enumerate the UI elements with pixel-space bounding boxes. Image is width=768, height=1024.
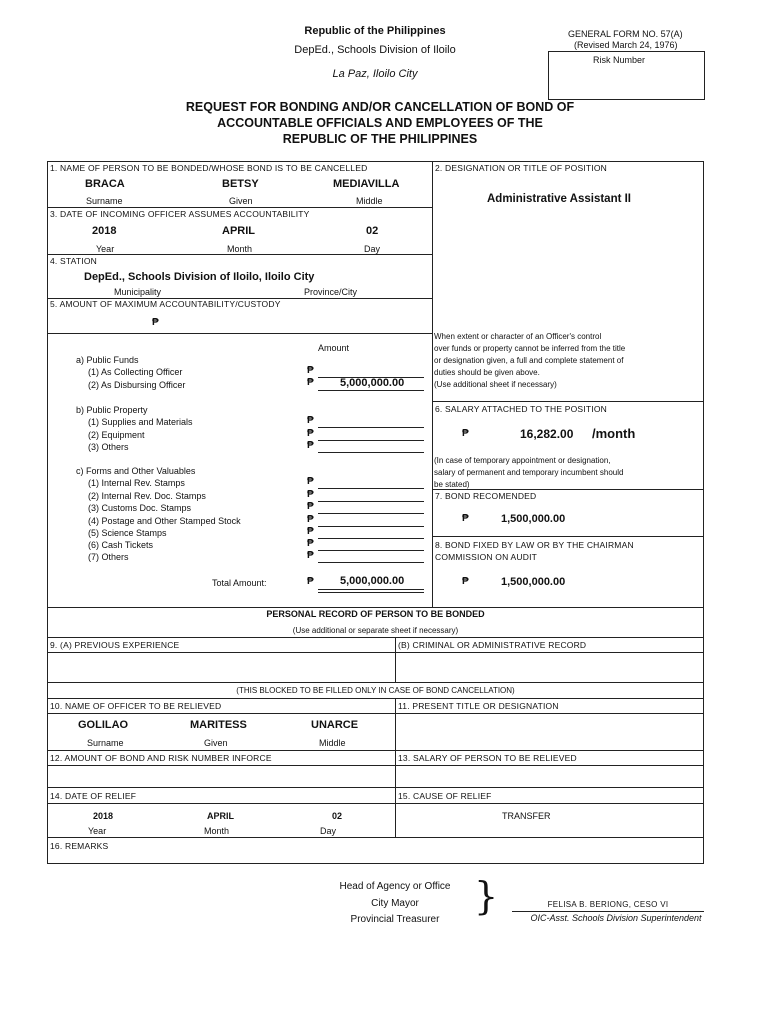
- divider-upper: [432, 161, 433, 607]
- relieved-middle-caption: Middle: [319, 738, 346, 748]
- peso-science: ₱: [307, 526, 314, 537]
- relieved-given-caption: Given: [204, 738, 228, 748]
- title-line-1: REQUEST FOR BONDING AND/OR CANCELLATION OF BOND OF: [185, 100, 575, 114]
- form-number: GENERAL FORM NO. 57(A): [568, 29, 683, 39]
- salary-note: (In case of temporary appointment or designation, salary of permanent and temporary incumbent should be stated): [434, 456, 624, 489]
- cash-amount-field[interactable]: [318, 550, 424, 551]
- section10-label: 10. NAME OF OFFICER TO BE RELIEVED: [50, 701, 222, 711]
- section14-label: 14. DATE OF RELIEF: [50, 791, 137, 801]
- relieved-surname[interactable]: GOLILAO: [78, 719, 129, 731]
- equipment-amount-field[interactable]: [318, 440, 424, 441]
- present-title-field[interactable]: [396, 714, 703, 749]
- relieved-salary-field[interactable]: [396, 766, 703, 786]
- section8-label-1: 8. BOND FIXED BY LAW OR BY THE CHAIRMAN: [435, 540, 634, 550]
- relief-day[interactable]: 02: [332, 811, 343, 821]
- section2-label: 2. DESIGNATION OR TITLE OF POSITION: [435, 163, 607, 173]
- peso-salary: ₱: [462, 428, 469, 439]
- salary-amount[interactable]: 16,282.00: [520, 427, 574, 441]
- section4-label: 4. STATION: [50, 256, 98, 266]
- section13-label: 13. SALARY OF PERSON TO BE RELIEVED: [398, 753, 577, 763]
- relieved-surname-caption: Surname: [87, 738, 124, 748]
- peso-disbursing: ₱: [307, 377, 314, 388]
- title-line-2: ACCOUNTABLE OFFICIALS AND EMPLOYEES OF THE: [217, 116, 543, 130]
- peso-postage: ₱: [307, 514, 314, 525]
- surname-caption: Surname: [86, 196, 123, 206]
- equipment-label: (2) Equipment: [88, 430, 145, 440]
- month-caption: Month: [227, 244, 253, 254]
- revised-date: (Revised March 24, 1976): [574, 40, 678, 50]
- section3-label: 3. DATE OF INCOMING OFFICER ASSUMES ACCOUNTABILITY: [50, 209, 310, 219]
- supplies-amount-field[interactable]: [318, 427, 424, 428]
- section12-label: 12. AMOUNT OF BOND AND RISK NUMBER INFORCE: [50, 753, 272, 763]
- municipality-caption: Municipality: [114, 287, 162, 297]
- form-title: [120, 99, 640, 147]
- bond-risk-field[interactable]: [48, 766, 394, 786]
- section11-label: 11. PRESENT TITLE OR DESIGNATION: [398, 701, 559, 711]
- public-property-label: b) Public Property: [76, 405, 148, 415]
- salary-period: /month: [592, 426, 636, 441]
- provincial-treasurer-label: Provincial Treasurer: [350, 914, 440, 925]
- station-value[interactable]: DepEd., Schools Division of Iloilo, Iloilo City: [84, 271, 315, 283]
- peso-bond-recommended: ₱: [462, 513, 469, 524]
- previous-experience-field[interactable]: [48, 653, 394, 681]
- cash-tickets-label: (6) Cash Tickets: [88, 540, 154, 550]
- science-label: (5) Science Stamps: [88, 528, 167, 538]
- middle-caption: Middle: [356, 196, 383, 206]
- position-title[interactable]: Administrative Assistant II: [487, 193, 632, 205]
- bonded-given[interactable]: BETSY: [222, 178, 259, 190]
- brace-symbol: }: [474, 874, 499, 918]
- peso-others-b: ₱: [307, 440, 314, 451]
- others-b-label: (3) Others: [88, 442, 129, 452]
- total-amount-label: Total Amount:: [212, 578, 267, 588]
- province-caption: Province/City: [304, 287, 358, 297]
- postage-amount-field[interactable]: [318, 526, 424, 527]
- deped-heading: DepEd., Schools Division of Iloilo: [294, 44, 456, 56]
- head-of-agency-label: Head of Agency or Office: [339, 881, 451, 892]
- section6-label: 6. SALARY ATTACHED TO THE POSITION: [435, 404, 607, 414]
- remarks-field[interactable]: [48, 853, 703, 863]
- risk-number-box[interactable]: [548, 51, 705, 100]
- bond-recommended-amount[interactable]: 1,500,000.00: [501, 513, 566, 525]
- customs-amount-field[interactable]: [318, 513, 424, 514]
- title-line-3: REPUBLIC OF THE PHILIPPINES: [282, 132, 478, 146]
- cause-of-relief-value[interactable]: TRANSFER: [502, 811, 551, 821]
- section1-label: 1. NAME OF PERSON TO BE BONDED/WHOSE BOND IS TO BE CANCELLED: [50, 163, 368, 173]
- bonded-surname[interactable]: BRACA: [85, 178, 125, 190]
- peso-total: ₱: [307, 576, 314, 587]
- relieved-given[interactable]: MARITESS: [190, 719, 247, 731]
- duties-note: When extent or character of an Officer's control over funds or property cannot be inferred from the title or designation given, a full and complete statement of duties should be given above. (Use additional sheet if necessary): [434, 332, 626, 389]
- supplies-label: (1) Supplies and Materials: [88, 417, 193, 427]
- criminal-record-field[interactable]: [396, 653, 703, 681]
- internal-rev-amount-field[interactable]: [318, 488, 424, 489]
- incoming-year[interactable]: 2018: [92, 225, 117, 237]
- personal-record-subtitle: (Use additional or separate sheet if necessary): [292, 626, 459, 635]
- others-b-amount-field[interactable]: [318, 452, 424, 453]
- amount-header: Amount: [318, 343, 350, 353]
- peso-cash: ₱: [307, 538, 314, 549]
- relief-year-caption: Year: [88, 826, 107, 836]
- total-amount[interactable]: 5,000,000.00: [340, 575, 405, 587]
- relief-month[interactable]: APRIL: [207, 811, 234, 821]
- customs-label: (3) Customs Doc. Stamps: [88, 503, 192, 513]
- others-c-amount-field[interactable]: [318, 562, 424, 563]
- section16-label: 16. REMARKS: [50, 841, 109, 851]
- previous-experience-label: 9. (A) PREVIOUS EXPERIENCE: [50, 640, 180, 650]
- postage-label: (4) Postage and Other Stamped Stock: [88, 516, 241, 526]
- bonded-middle[interactable]: MEDIAVILLA: [333, 178, 400, 190]
- peso-internal-doc: ₱: [307, 489, 314, 500]
- cancellation-note: (THIS BLOCKED TO BE FILLED ONLY IN CASE OF BOND CANCELLATION): [236, 686, 515, 695]
- peso-internal-rev: ₱: [307, 476, 314, 487]
- incoming-month[interactable]: APRIL: [222, 225, 255, 237]
- incoming-day[interactable]: 02: [366, 225, 379, 237]
- peso-collecting: ₱: [307, 365, 314, 376]
- relief-month-caption: Month: [204, 826, 230, 836]
- bond-fixed-amount[interactable]: 1,500,000.00: [501, 576, 566, 588]
- science-amount-field[interactable]: [318, 538, 424, 539]
- relief-day-caption: Day: [320, 826, 337, 836]
- signatory-name: FELISA B. BERIONG, CESO VI: [547, 900, 669, 909]
- peso-others-c: ₱: [307, 550, 314, 561]
- section15-label: 15. CAUSE OF RELIEF: [398, 791, 492, 801]
- forms-valuables-label: c) Forms and Other Valuables: [76, 466, 196, 476]
- peso-equipment: ₱: [307, 428, 314, 439]
- internal-doc-amount-field[interactable]: [318, 501, 424, 502]
- signatory-title: OIC-Asst. Schools Division Superintendent: [530, 913, 702, 923]
- personal-record-title: PERSONAL RECORD OF PERSON TO BE BONDED: [266, 609, 485, 619]
- city-heading: La Paz, Iloilo City: [332, 68, 418, 80]
- internal-doc-label: (2) Internal Rev. Doc. Stamps: [88, 491, 206, 501]
- peso-customs: ₱: [307, 501, 314, 512]
- section7-label: 7. BOND RECOMENDED: [435, 491, 537, 501]
- internal-rev-label: (1) Internal Rev. Stamps: [88, 478, 185, 488]
- section8-label-2: COMMISSION ON AUDIT: [435, 552, 538, 562]
- given-caption: Given: [229, 196, 253, 206]
- relief-year[interactable]: 2018: [93, 811, 114, 821]
- day-caption: Day: [364, 244, 381, 254]
- max-accountability-peso: ₱: [152, 317, 159, 328]
- disbursing-amount[interactable]: 5,000,000.00: [340, 377, 405, 389]
- signature-line: [512, 911, 704, 912]
- risk-number-label: Risk Number: [593, 55, 646, 65]
- relieved-middle[interactable]: UNARCE: [311, 719, 359, 731]
- criminal-record-label: (B) CRIMINAL OR ADMINISTRATIVE RECORD: [398, 640, 587, 650]
- year-caption: Year: [96, 244, 115, 254]
- city-mayor-label: City Mayor: [371, 898, 419, 909]
- section5-label: 5. AMOUNT OF MAXIMUM ACCOUNTABILITY/CUSTODY: [50, 299, 281, 309]
- peso-supplies: ₱: [307, 415, 314, 426]
- others-c-label: (7) Others: [88, 552, 129, 562]
- disbursing-officer-label: (2) As Disbursing Officer: [88, 380, 186, 390]
- collecting-officer-label: (1) As Collecting Officer: [88, 367, 183, 377]
- republic-heading: Republic of the Philippines: [304, 25, 446, 37]
- public-funds-label: a) Public Funds: [76, 355, 139, 365]
- peso-bond-fixed: ₱: [462, 576, 469, 587]
